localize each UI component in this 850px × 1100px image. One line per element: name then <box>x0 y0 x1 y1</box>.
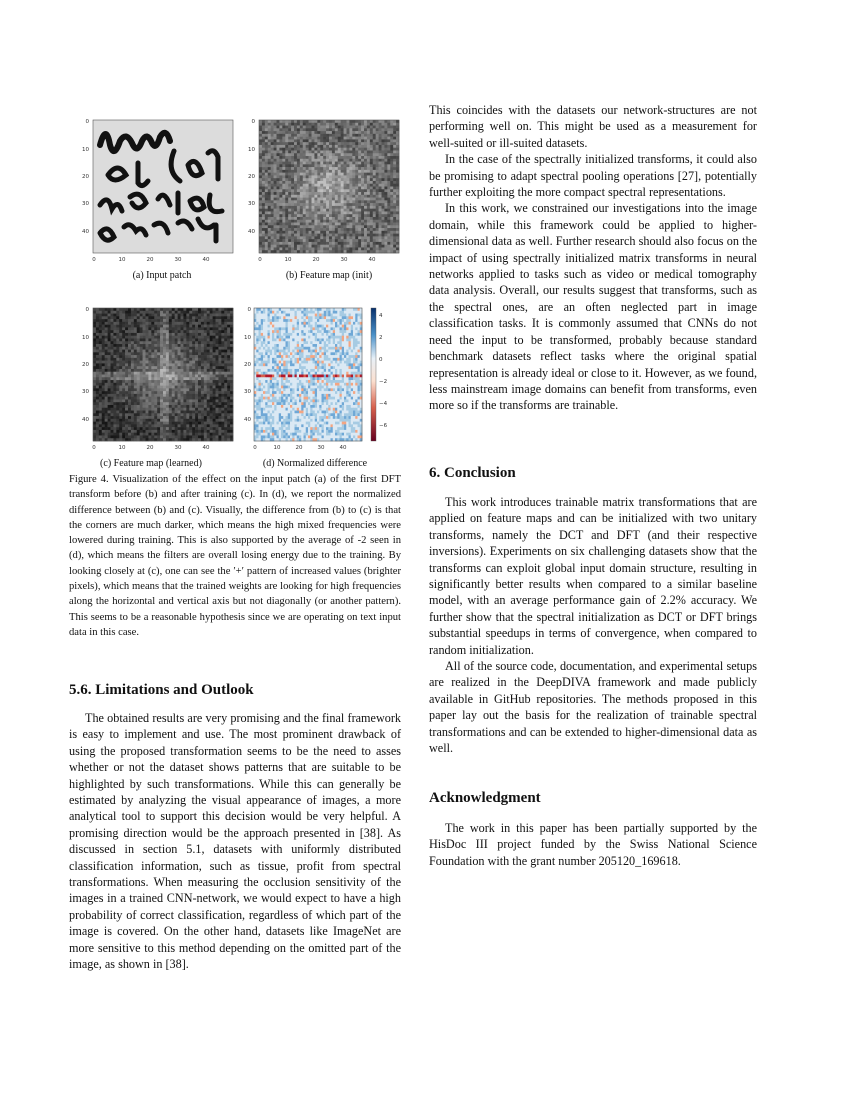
x-tick: 20 <box>295 445 303 451</box>
y-tick: 40 <box>244 417 251 423</box>
y-tick: 40 <box>248 229 255 235</box>
x-tick: 30 <box>174 445 182 451</box>
y-tick: 20 <box>82 174 89 180</box>
paragraph: This coincides with the datasets our network-structures are not performing well on. This might be used as a measurement for well-suited or ill-suited datasets. <box>429 103 757 150</box>
colorbar-tick: 2 <box>379 335 383 341</box>
y-tick: 0 <box>85 119 89 125</box>
paragraph: In this work, we constrained our investigations into the image domain, while this framework could be applied to higher-dimensional data as well. Further research should also focus on the impact of using spectrally initialized matrix transforms in neural networks applied to tasks such as video or medical tomography data analysis. Overall, our results suggest that transforms, such as the spectral ones, are an often neglected part in image classification tasks. It is commonly assumed that CNNs do not need the input to be transformed, probably because standard benchmark datasets reflect tasks where the original spatial representation is already ideal or close to it. However, as we found, less mainstream image domains can benefit from transforms, even more so if the transforms are trainable. <box>429 201 757 413</box>
x-tick: 10 <box>118 257 126 263</box>
paragraph: This work introduces trainable matrix transformations that are applied on feature maps and can be initialized with two unitary transforms, namely the DCT and DFT (and their respective inversions). Experiments on six challenging datasets show that the transforms can exploit global input domain structure, resulting in significantly better results when compared to a similar baseline model, with an average performance gain of 2.2% accuracy. We further show that the spectral initialization as DCT or DFT brings substantial speedups in terms of convergence, when compared to random initialization. <box>429 495 757 657</box>
y-tick: 30 <box>82 389 89 395</box>
x-tick: 30 <box>317 445 325 451</box>
sublabel-d: (d) Normalized difference <box>262 458 368 469</box>
y-tick: 10 <box>82 147 89 153</box>
y-tick: 20 <box>82 362 89 368</box>
figure-caption: Figure 4. Visualization of the effect on the input patch (a) of the first DFT transform before (b) and after training (c). In (d), we report the normalized difference between (b) and (c). Visually, the difference from (b) to (c) is that the corners are much darker, which means the high mixed frequencies were lowered during training. This is also supported by the average of -2 seen in (d), which means the filters are overall losing energy due to the training. By looking closely at (c), one can see the ′+′ pattern of increased values (brighter pixels), which means that the trained weights are looking for high frequencies along the horizontal and vertical axis but not diagonally (or another pattern). This seems to be a reasonable hypothesis since we are operating on text input data in this case. <box>69 474 401 638</box>
x-tick: 0 <box>253 445 257 451</box>
x-tick: 20 <box>312 257 320 263</box>
panel-d-normalized-difference <box>244 303 394 453</box>
colorbar-tick: −6 <box>379 423 388 429</box>
x-tick: 10 <box>118 445 126 451</box>
sublabel-c: (c) Feature map (learned) <box>100 458 202 469</box>
colorbar-tick: −2 <box>379 379 388 385</box>
x-tick: 0 <box>92 445 96 451</box>
colorbar-tick: −4 <box>379 401 388 407</box>
y-tick: 10 <box>82 335 89 341</box>
section-heading-limitations: 5.6. Limitations and Outlook <box>69 682 254 698</box>
y-tick: 10 <box>244 335 251 341</box>
x-tick: 40 <box>339 445 347 451</box>
x-tick: 40 <box>202 257 210 263</box>
y-tick: 10 <box>248 147 255 153</box>
panel-a-input-patch <box>78 115 248 265</box>
sublabel-a: (a) Input patch <box>132 270 192 281</box>
y-tick: 30 <box>244 389 251 395</box>
panel-c-feature-map-learned <box>78 303 248 453</box>
y-tick: 30 <box>248 201 255 207</box>
colorbar-tick: 0 <box>379 357 383 363</box>
y-tick: 0 <box>247 307 251 313</box>
x-tick: 30 <box>340 257 348 263</box>
y-tick: 20 <box>248 174 255 180</box>
section-heading-conclusion: 6. Conclusion <box>429 465 516 481</box>
paragraph: The work in this paper has been partially supported by the HisDoc III project funded by the Swiss National Science Foundation with the grant number 205120_169618. <box>429 821 757 868</box>
x-tick: 30 <box>174 257 182 263</box>
x-tick: 10 <box>284 257 292 263</box>
x-tick: 20 <box>146 445 154 451</box>
paragraph: All of the source code, documentation, and experimental setups are realized in the DeepDIVA framework and made publicly available in GitHub repositories. The methods proposed in this paper lay out the basis for the realization of trainable spectral transformations and can be extended to higher-dimensional data as well. <box>429 659 757 756</box>
x-tick: 10 <box>273 445 281 451</box>
section-heading-acknowledgment: Acknowledgment <box>429 790 541 806</box>
y-tick: 0 <box>251 119 255 125</box>
y-tick: 40 <box>82 417 89 423</box>
y-tick: 0 <box>85 307 89 313</box>
x-tick: 40 <box>202 445 210 451</box>
noise-heatmap <box>93 308 233 441</box>
noise-heatmap <box>259 120 399 253</box>
x-tick: 40 <box>368 257 376 263</box>
x-tick: 20 <box>146 257 154 263</box>
diff-heatmap <box>254 308 362 441</box>
colorbar <box>371 308 376 441</box>
paragraph: In the case of the spectrally initialized transforms, it could also be promising to adapt spectral pooling operations [27], potentially further exploiting the more compact spectral representations. <box>429 152 757 200</box>
y-tick: 40 <box>82 229 89 235</box>
y-tick: 20 <box>244 362 251 368</box>
y-tick: 30 <box>82 201 89 207</box>
colorbar-tick: 4 <box>379 313 383 319</box>
x-tick: 0 <box>258 257 262 263</box>
sublabel-b: (b) Feature map (init) <box>285 270 373 281</box>
panel-b-feature-map-init <box>244 115 414 265</box>
paragraph: The obtained results are very promising and the final framework is easy to implement and use. The most prominent drawback of using the proposed transformation seems to be the need to asses whether or not the dataset shows patterns that are suitable to be highlighted by such transformations. While this can generally be estimated by analyzing the visual appearance of images, a more analytical tool to support this decision would be very helpful. A promising direction would be the approach presented in [38]. As discussed in section 5.1, datasets with uniformly distributed classification information, such as tissue, profit from spectral transformations. When measuring the occlusion sensitivity of the images in a trained CNN-network, we would expect to have a high probability of correct classification, regardless of which part of the image is covered. On the other hand, datasets like ImageNet are more sensitive to this method depending on the omitted part of the image, as shown in [38]. <box>69 711 401 972</box>
x-tick: 0 <box>92 257 96 263</box>
